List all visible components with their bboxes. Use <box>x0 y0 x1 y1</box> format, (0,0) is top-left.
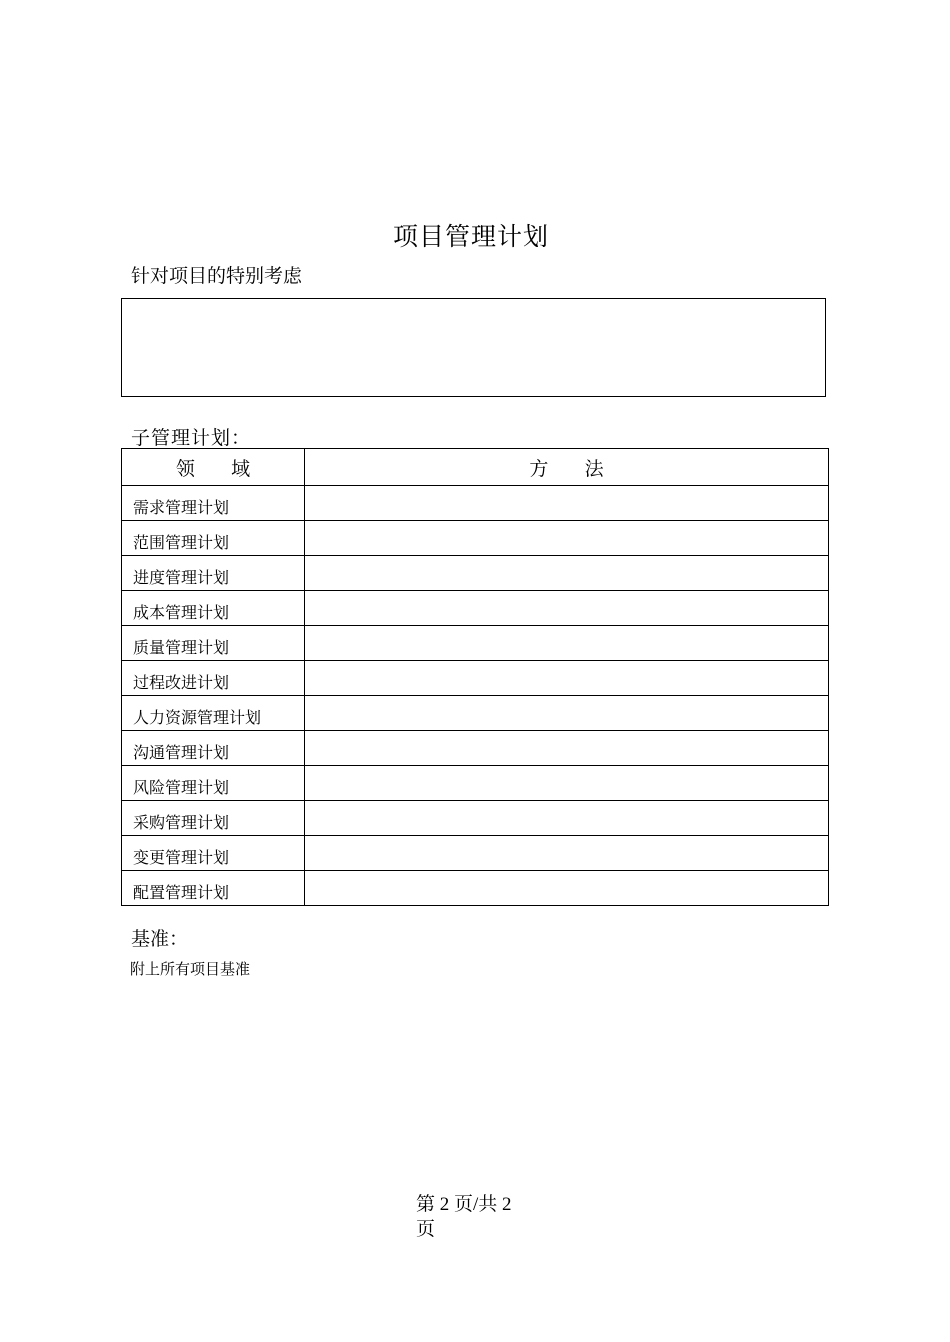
table-row <box>122 731 829 766</box>
header-domain: 领 域 <box>122 449 305 486</box>
domain-cell: 需求管理计划 <box>122 486 305 521</box>
domain-cell: 过程改进计划 <box>122 661 305 696</box>
header-method: 方 法 <box>305 449 829 486</box>
baseline-note: 附上所有项目基准 <box>130 960 251 978</box>
domain-cell: 风险管理计划 <box>122 766 305 801</box>
method-cell[interactable] <box>305 696 829 731</box>
table-row <box>122 591 829 626</box>
table-row <box>122 871 829 906</box>
table-row <box>122 836 829 871</box>
method-cell[interactable] <box>305 486 829 521</box>
method-cell[interactable] <box>305 836 829 871</box>
method-cell[interactable] <box>305 521 829 556</box>
page-footer: 第 2 页/共 2 页 <box>416 1194 512 1240</box>
document-title: 项目管理计划 <box>392 221 549 251</box>
table-row <box>122 661 829 696</box>
method-cell[interactable] <box>305 731 829 766</box>
table-row <box>122 556 829 591</box>
table-row <box>122 766 829 801</box>
method-cell[interactable] <box>305 766 829 801</box>
domain-cell: 进度管理计划 <box>122 556 305 591</box>
special-consideration-label: 针对项目的特别考虑 <box>131 265 303 287</box>
method-cell[interactable] <box>305 591 829 626</box>
table-row <box>122 801 829 836</box>
domain-cell: 采购管理计划 <box>122 801 305 836</box>
method-cell[interactable] <box>305 801 829 836</box>
domain-cell: 配置管理计划 <box>122 871 305 906</box>
domain-cell: 范围管理计划 <box>122 521 305 556</box>
domain-cell: 质量管理计划 <box>122 626 305 661</box>
sub-plans-label: 子管理计划： <box>131 427 252 449</box>
table-row <box>122 521 829 556</box>
sub-plans-table <box>121 448 829 906</box>
table-row <box>122 486 829 521</box>
method-cell[interactable] <box>305 556 829 591</box>
table-row <box>122 626 829 661</box>
domain-cell: 成本管理计划 <box>122 591 305 626</box>
method-cell[interactable] <box>305 871 829 906</box>
table-header-row <box>122 449 829 486</box>
domain-cell: 人力资源管理计划 <box>122 696 305 731</box>
baseline-label: 基准： <box>131 928 189 950</box>
special-consideration-box[interactable] <box>121 298 826 397</box>
domain-cell: 变更管理计划 <box>122 836 305 871</box>
domain-cell: 沟通管理计划 <box>122 731 305 766</box>
method-cell[interactable] <box>305 661 829 696</box>
table-row <box>122 696 829 731</box>
method-cell[interactable] <box>305 626 829 661</box>
